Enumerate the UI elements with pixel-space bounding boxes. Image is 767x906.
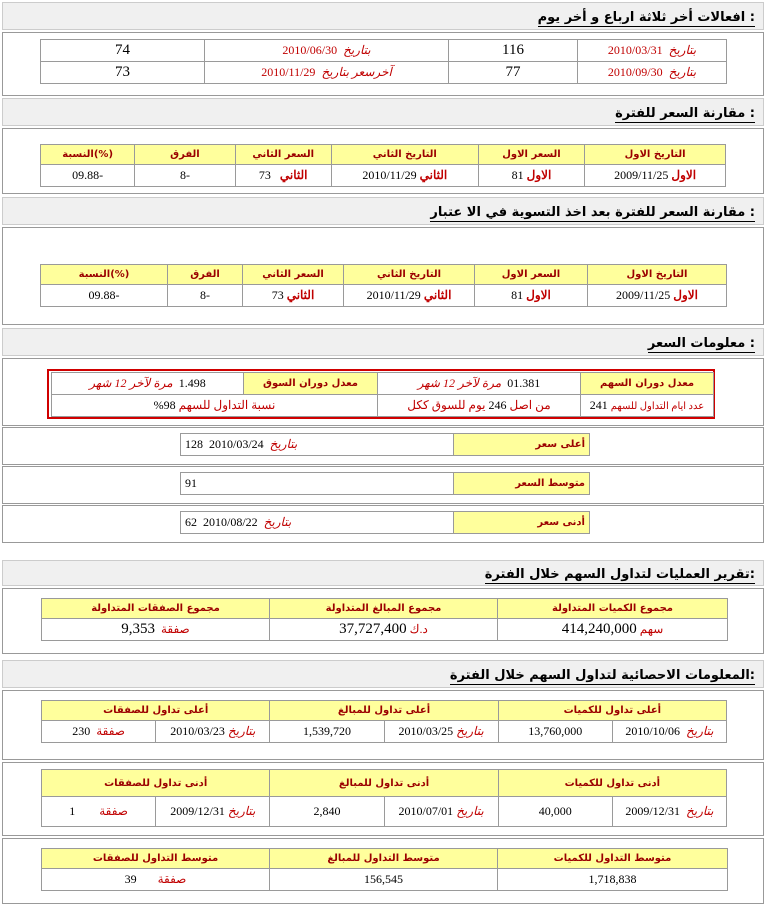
cell-text: الثاني <box>423 288 452 302</box>
cell-text: 2010/03/31 <box>607 43 663 57</box>
cell-text: آخرسعر بتاريخ <box>321 65 392 79</box>
table-cell: 91 <box>181 473 453 494</box>
highest-trading-table <box>41 700 727 743</box>
cell-text: 230 <box>72 724 91 738</box>
table-row <box>42 797 726 826</box>
table-cell: 13,760,000 <box>499 721 612 742</box>
cell-text: 2010/03/25 <box>398 724 454 738</box>
cell-text: 246 <box>488 398 507 412</box>
cell-text: نسبة التداول للسهم <box>178 398 276 412</box>
highest-trading-panel <box>2 690 764 760</box>
section-title: المعلومات الاحصائية لتداول السهم خلال الفترة: <box>449 668 755 683</box>
table-cell <box>205 40 448 61</box>
table-cell <box>344 285 474 306</box>
cell-text: 414,240,000 <box>561 621 637 637</box>
cell-text: 1 <box>69 804 76 818</box>
column-header: التاريخ الثاني <box>344 265 474 284</box>
cell-text: 128 <box>185 437 203 451</box>
cell-text: 2009/11/25 <box>614 168 669 182</box>
cell-text: بتاريخ <box>227 724 256 738</box>
cell-text: صفقة <box>96 724 125 738</box>
cell-text: بتاريخ <box>343 43 371 57</box>
section-header-trading-report <box>2 560 764 586</box>
column-header: مجموع المبالغ المتداولة <box>270 599 497 618</box>
cell-text: 2009/12/31 <box>625 804 680 818</box>
table-cell <box>52 373 243 394</box>
cell-text: مرة لآخر 12 شهر <box>417 376 502 390</box>
table-cell <box>578 40 726 61</box>
column-header: متوسط التداول للكميات <box>498 849 727 868</box>
column-header: متوسط السعر <box>454 473 589 494</box>
column-header: (%)النسبة <box>41 265 167 284</box>
cell-text: بتاريخ <box>668 65 697 79</box>
lowest-trading-panel <box>2 762 764 836</box>
table-row <box>41 285 726 306</box>
cell-text: 2009/11/25 <box>616 288 671 302</box>
column-header: السعر الاول <box>479 145 584 164</box>
table-cell <box>156 797 269 826</box>
table-row <box>41 62 726 83</box>
cell-text: 98% <box>153 398 176 412</box>
column-header: أعلى تداول للمبالغ <box>270 701 497 720</box>
table-cell <box>585 165 725 186</box>
column-header: الفرق <box>168 265 242 284</box>
section-title: مقارنة السعر للفترة بعد اخذ التسوية في الا عتبار : <box>430 205 755 220</box>
table-cell <box>42 869 269 890</box>
table-cell: 40,000 <box>499 797 612 826</box>
section-title: مقارنة السعر للفترة : <box>615 106 755 121</box>
table-cell <box>475 285 587 306</box>
table-row <box>42 869 727 890</box>
recent-quarters-table <box>40 39 727 84</box>
column-header: متوسط التداول للمبالغ <box>270 849 497 868</box>
cell-text: 39 <box>124 872 137 886</box>
section-title: معلومات السعر : <box>647 336 755 351</box>
avg-price-table <box>180 472 590 495</box>
table-header-row <box>42 849 727 868</box>
table-cell <box>581 395 713 416</box>
cell-text: بتاريخ <box>686 804 714 818</box>
table-cell: -09.88 <box>41 165 134 186</box>
column-header: التاريخ الثاني <box>332 145 478 164</box>
column-header: أدنى تداول للصفقات <box>42 770 269 796</box>
cell-text: 62 <box>185 515 197 529</box>
lowest-trading-table <box>41 769 727 827</box>
cell-text: 2010/09/30 <box>607 65 663 79</box>
table-row <box>181 473 589 494</box>
section-header-adjusted-comparison <box>2 197 764 225</box>
cell-text: 2010/06/30 <box>282 43 338 57</box>
average-trading-table <box>41 848 728 891</box>
table-cell <box>42 721 155 742</box>
high-price-table <box>180 433 590 456</box>
column-header: السعر الاول <box>475 265 587 284</box>
section-header-statistics <box>2 660 764 688</box>
cell-text: 2010/11/29 <box>366 288 421 302</box>
table-cell <box>270 619 497 640</box>
section-header-price-comparison <box>2 98 764 126</box>
cell-text: الاول <box>671 168 697 182</box>
table-cell <box>385 797 498 826</box>
column-header: السعر الثاني <box>236 145 331 164</box>
table-cell <box>498 619 727 640</box>
table-cell <box>52 395 377 416</box>
table-cell <box>613 797 726 826</box>
cell-text: د.ك <box>409 622 428 636</box>
table-cell: 1,718,838 <box>498 869 727 890</box>
cell-text: 1.498 <box>178 376 206 390</box>
table-cell: 1,539,720 <box>270 721 383 742</box>
table-cell <box>332 165 478 186</box>
table-row <box>42 721 726 742</box>
cell-text: بتاريخ <box>686 724 714 738</box>
trading-report-panel <box>2 588 764 654</box>
section-header-price-info <box>2 328 764 356</box>
cell-text: 81 <box>511 168 524 182</box>
cell-text: 2010/08/22 <box>203 515 258 529</box>
avg-price-panel <box>2 466 764 504</box>
table-cell: 156,545 <box>270 869 497 890</box>
cell-text: الثاني <box>286 288 315 302</box>
column-header: التاريخ الاول <box>588 265 726 284</box>
low-price-table <box>180 511 590 534</box>
table-cell <box>42 797 155 826</box>
table-row <box>41 40 726 61</box>
cell-text: مرة لآخر 12 شهر <box>89 376 173 390</box>
table-cell: -09.88 <box>41 285 167 306</box>
cell-text: 01.381 <box>507 376 541 390</box>
table-cell <box>205 62 448 83</box>
column-header: أدنى تداول للمبالغ <box>270 770 497 796</box>
table-cell: 74 <box>41 40 204 61</box>
cell-text: بتاريخ <box>269 437 298 451</box>
table-cell: 77 <box>449 62 577 83</box>
table-row <box>42 619 727 640</box>
cell-text: سهم <box>639 622 664 636</box>
cell-text: الثاني <box>279 168 308 182</box>
table-header-row <box>42 599 727 618</box>
table-cell <box>378 395 580 416</box>
cell-text: 9,353 <box>121 621 155 637</box>
column-header: معدل دوران السوق <box>244 373 377 394</box>
column-header: السعر الثاني <box>243 265 343 284</box>
cell-text: 81 <box>511 288 524 302</box>
price-comparison-table <box>40 144 726 187</box>
table-row <box>41 165 725 186</box>
table-header-row <box>41 145 725 164</box>
cell-text: يوم للسوق ككل <box>407 398 486 412</box>
table-cell: 73 <box>41 62 204 83</box>
table-cell <box>243 285 343 306</box>
trading-report-table <box>41 598 728 641</box>
cell-text: 2009/12/31 <box>170 804 225 818</box>
table-cell <box>42 619 269 640</box>
cell-text: من اصل <box>509 398 551 412</box>
table-row <box>181 434 589 455</box>
cell-text: الاول <box>673 288 698 302</box>
cell-text: صفقة <box>99 804 128 818</box>
adjusted-comparison-table <box>40 264 727 307</box>
cell-text: صفقة <box>157 872 187 886</box>
section-title: تقرير العمليات لتداول السهم خلال الفترة: <box>484 567 755 582</box>
table-cell: 2,840 <box>270 797 383 826</box>
table-cell <box>181 434 453 455</box>
cell-text: بتاريخ <box>263 515 292 529</box>
table-cell <box>479 165 584 186</box>
column-header: معدل دوران السهم <box>581 373 713 394</box>
cell-text: الاول <box>526 288 551 302</box>
table-cell <box>613 721 726 742</box>
cell-text: الاول <box>526 168 552 182</box>
column-header: مجموع الصفقات المتداولة <box>42 599 269 618</box>
table-cell <box>578 62 726 83</box>
column-header: أعلى سعر <box>454 434 589 455</box>
cell-text: 73 <box>271 288 284 302</box>
cell-text: بتاريخ <box>456 804 484 818</box>
section-title: افعالات أخر ثلاثة ارباع و أخر يوم : <box>537 10 755 25</box>
table-row <box>181 512 589 533</box>
column-header: التاريخ الاول <box>585 145 725 164</box>
table-cell <box>588 285 726 306</box>
table-cell <box>236 165 331 186</box>
table-cell <box>181 512 453 533</box>
table-header-row <box>42 701 726 720</box>
table-header-row <box>42 770 726 796</box>
table-row <box>52 395 713 416</box>
cell-text: 2010/03/24 <box>209 437 264 451</box>
adjusted-comparison-panel <box>2 227 764 325</box>
cell-text: 2010/07/01 <box>398 804 454 818</box>
cell-text: 241 <box>589 398 608 412</box>
column-header: أدنى سعر <box>454 512 589 533</box>
column-header: أدنى تداول للكميات <box>499 770 726 796</box>
cell-text: الثاني <box>419 168 448 182</box>
table-header-row <box>41 265 726 284</box>
low-price-panel <box>2 505 764 543</box>
section-header-recent-quarters <box>2 2 764 30</box>
column-header: (%)النسبة <box>41 145 134 164</box>
cell-text: 2010/03/23 <box>170 724 225 738</box>
high-price-panel <box>2 427 764 465</box>
cell-text: 2010/10/06 <box>625 724 680 738</box>
column-header: الفرق <box>135 145 234 164</box>
column-header: أعلى تداول للصفقات <box>42 701 269 720</box>
cell-text: عدد ايام التداول للسهم <box>610 401 705 412</box>
table-cell <box>156 721 269 742</box>
cell-text: بتاريخ <box>668 43 697 57</box>
column-header: أعلى تداول للكميات <box>499 701 726 720</box>
column-header: متوسط التداول للصفقات <box>42 849 269 868</box>
cell-text: 73 <box>258 168 271 182</box>
cell-text: 2010/11/29 <box>261 65 316 79</box>
cell-text: صفقة <box>160 622 190 636</box>
table-cell: -8 <box>135 165 234 186</box>
cell-text: بتاريخ <box>456 724 484 738</box>
price-comparison-panel <box>2 128 764 194</box>
cell-text: 37,727,400 <box>339 621 407 637</box>
table-cell: 116 <box>449 40 577 61</box>
table-cell: -8 <box>168 285 242 306</box>
column-header: مجموع الكميات المتداولة <box>498 599 727 618</box>
average-trading-panel <box>2 838 764 904</box>
table-cell <box>385 721 498 742</box>
turnover-table <box>51 372 714 417</box>
turnover-panel <box>2 358 764 426</box>
cell-text: 2010/11/29 <box>362 168 417 182</box>
table-cell <box>378 373 580 394</box>
cell-text: بتاريخ <box>227 804 256 818</box>
table-row <box>52 373 713 394</box>
recent-quarters-panel <box>2 32 764 96</box>
